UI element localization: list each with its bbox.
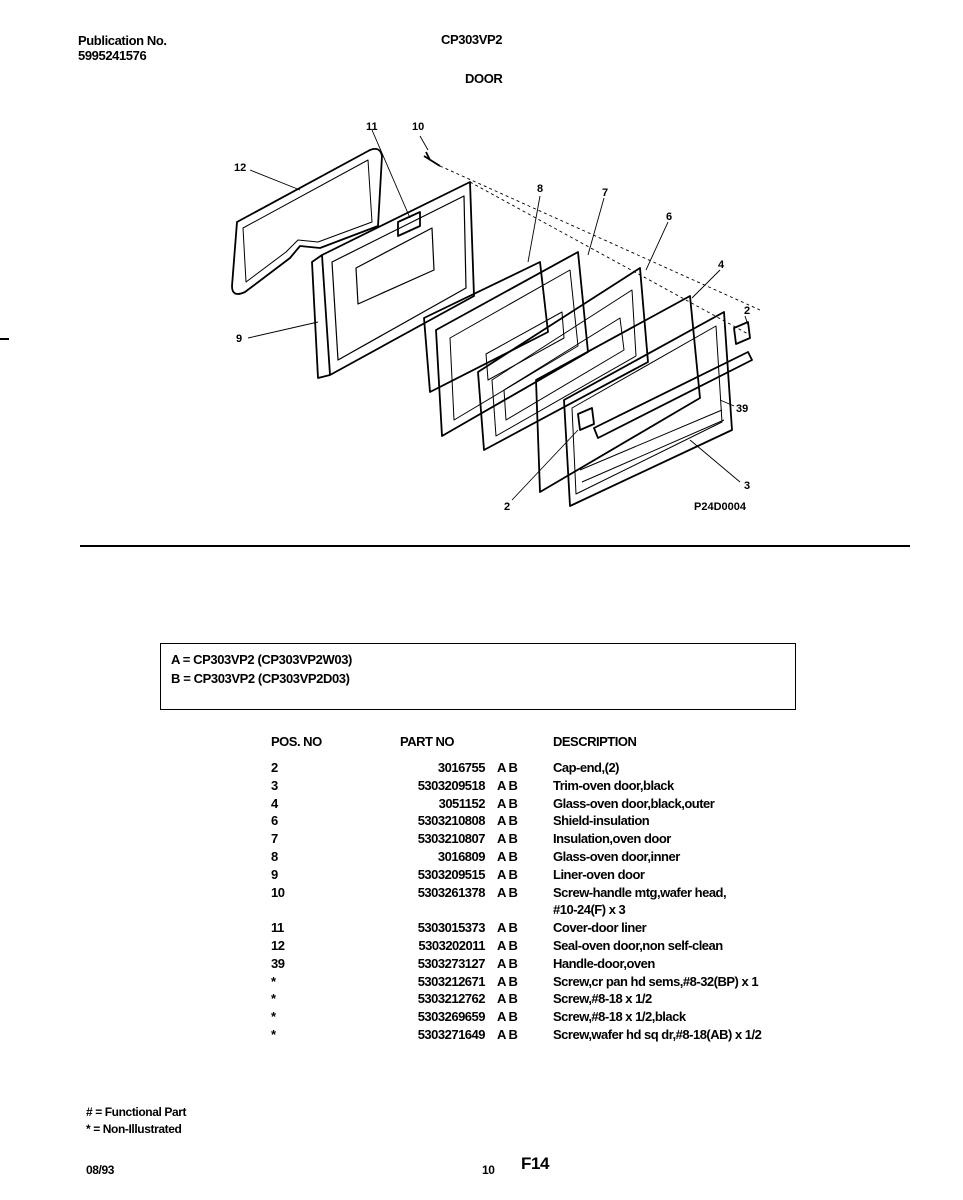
- part-number-cell: 3051152: [438, 795, 485, 811]
- table-row: [0, 778, 963, 796]
- part-number-cell: 5303212671: [417, 973, 485, 989]
- description-cell: Screw,cr pan hd sems,#8-32(BP) x 1: [553, 973, 759, 989]
- callout-7: 7: [602, 187, 609, 199]
- model-legend-box: [160, 643, 796, 710]
- description-cell: Liner-oven door: [553, 866, 645, 882]
- pos-cell: 3: [271, 777, 278, 793]
- part-number-cell: 5303261378: [417, 884, 485, 900]
- pos-cell: 12: [271, 938, 285, 953]
- section-title: DOOR: [465, 71, 503, 86]
- table-row: [0, 760, 963, 778]
- table-row: [0, 796, 963, 814]
- description-cell: Glass-oven door,black,outer: [553, 795, 715, 811]
- callout-8: 8: [537, 183, 544, 195]
- pos-cell: *: [271, 1027, 276, 1042]
- model-code-cell: A B: [497, 777, 518, 793]
- pos-cell: 11: [271, 920, 284, 936]
- model-code-cell: A B: [497, 920, 518, 936]
- outer-glass-part: [536, 296, 700, 492]
- model-code-cell: A B: [497, 884, 518, 900]
- table-row: [0, 1027, 963, 1045]
- pos-cell: 2: [271, 760, 278, 775]
- door-exploded-diagram: [0, 0, 963, 545]
- model-code-cell: A B: [497, 760, 518, 775]
- callout-12: 12: [234, 162, 247, 174]
- pos-cell: *: [271, 973, 276, 989]
- footer-date: 08/93: [86, 1163, 115, 1177]
- callout-10: 10: [412, 121, 425, 133]
- drawing-id: P24D0004: [694, 501, 746, 513]
- part-number-cell: 3016755: [437, 760, 485, 775]
- pos-cell: 10: [271, 884, 285, 900]
- table-row: [0, 991, 963, 1009]
- model-code-cell: A B: [497, 813, 518, 829]
- legend-line-a: A = CP303VP2 (CP303VP2W03): [171, 652, 352, 667]
- page-number: 10: [482, 1163, 495, 1177]
- table-row: [0, 813, 963, 831]
- part-number-cell: 5303015373: [417, 920, 485, 936]
- model-number: CP303VP2: [441, 32, 503, 47]
- part-number-cell: 5303210807: [417, 831, 485, 847]
- description-cell: Insulation,oven door: [553, 831, 671, 847]
- callout-39: 39: [736, 403, 749, 415]
- table-row: [0, 956, 963, 974]
- description-cell: Glass-oven door,inner: [553, 849, 680, 864]
- model-code-cell: A B: [497, 831, 518, 847]
- header-pos-no: POS. NO: [271, 734, 322, 749]
- pos-cell: *: [271, 991, 276, 1007]
- part-number-cell: 5303273127: [417, 955, 485, 971]
- pos-cell: *: [271, 1009, 276, 1025]
- table-row: [0, 867, 963, 885]
- callout-6: 6: [666, 211, 673, 223]
- note-non-illustrated: * = Non-Illustrated: [86, 1122, 182, 1136]
- pos-cell: 8: [271, 849, 278, 864]
- part-number-cell: 5303269659: [417, 1009, 485, 1025]
- callout-11: 11: [366, 121, 378, 133]
- description-cell: Screw,#8-18 x 1/2,black: [553, 1009, 686, 1025]
- shield-part: [478, 268, 648, 450]
- table-row: [0, 831, 963, 849]
- pos-cell: 39: [271, 955, 285, 971]
- callout-9: 9: [236, 333, 243, 345]
- callout-2-bottom: 2: [504, 501, 511, 513]
- callout-3: 3: [744, 480, 751, 492]
- pos-cell: 4: [271, 795, 278, 811]
- callout-2-top: 2: [744, 305, 751, 317]
- table-row: [0, 849, 963, 867]
- pos-cell: 6: [271, 813, 278, 829]
- header-description: DESCRIPTION: [553, 734, 637, 749]
- section-divider: [80, 545, 910, 547]
- description-cell: Trim-oven door,black: [553, 777, 674, 793]
- callout-4: 4: [718, 259, 725, 271]
- description-cell: Shield-insulation: [553, 813, 650, 829]
- table-row: [0, 938, 963, 956]
- description-cell: Screw,#8-18 x 1/2: [553, 991, 652, 1007]
- model-code-cell: A B: [497, 849, 518, 864]
- table-row: [0, 974, 963, 992]
- page-code: F14: [521, 1154, 550, 1173]
- description-cell: #10-24(F) x 3: [553, 902, 626, 918]
- description-cell: Cap-end,(2): [553, 760, 619, 775]
- model-code-cell: A B: [497, 955, 518, 971]
- pos-cell: 7: [271, 831, 278, 847]
- header-part-no: PART NO: [400, 734, 455, 749]
- description-cell: Cover-door liner: [553, 920, 647, 936]
- table-row: [0, 902, 963, 920]
- part-number-cell: 5303271649: [417, 1027, 485, 1042]
- description-cell: Handle-door,oven: [553, 955, 655, 971]
- model-code-cell: A B: [497, 1027, 518, 1042]
- publication-number: 5995241576: [78, 48, 147, 63]
- part-number-cell: 5303212762: [417, 991, 485, 1007]
- model-code-cell: A B: [497, 991, 518, 1007]
- part-number-cell: 5303209518: [417, 777, 485, 793]
- model-code-cell: A B: [497, 973, 518, 989]
- part-number-cell: 5303210808: [417, 813, 485, 829]
- description-cell: Screw-handle mtg,wafer head,: [553, 884, 727, 900]
- pos-cell: 9: [271, 866, 278, 882]
- part-number-cell: 5303209515: [417, 866, 485, 882]
- model-code-cell: A B: [497, 1009, 518, 1025]
- part-number-cell: 3016809: [437, 849, 485, 864]
- description-cell: Seal-oven door,non self-clean: [553, 938, 723, 953]
- model-code-cell: A B: [497, 866, 518, 882]
- table-row: [0, 885, 963, 903]
- publication-label: Publication No.: [78, 33, 167, 48]
- liner-part: [322, 182, 474, 375]
- note-functional: # = Functional Part: [86, 1105, 187, 1119]
- legend-line-b: B = CP303VP2 (CP303VP2D03): [171, 671, 350, 686]
- description-cell: Screw,wafer hd sq dr,#8-18(AB) x 1/2: [553, 1027, 762, 1042]
- model-code-cell: A B: [497, 938, 518, 953]
- model-code-cell: A B: [497, 795, 518, 811]
- table-row: [0, 1009, 963, 1027]
- table-row: [0, 920, 963, 938]
- part-number-cell: 5303202011: [418, 938, 485, 953]
